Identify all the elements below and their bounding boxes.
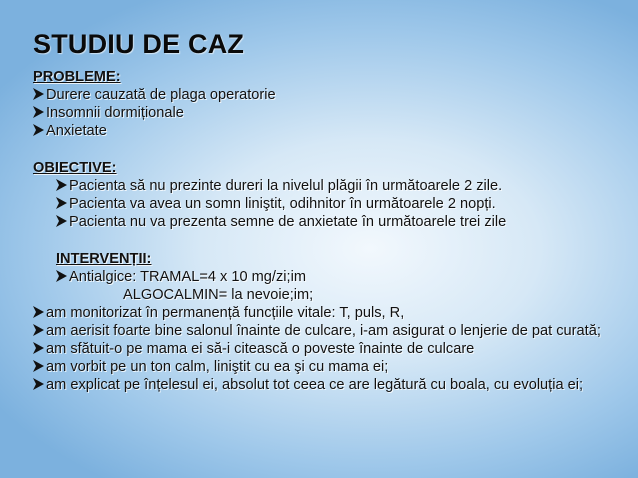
arrowhead-bullet-icon [33, 342, 44, 354]
obiective-item-text: Pacienta nu va prezenta semne de anxietate în următoarele trei zile [69, 214, 507, 230]
arrowhead-bullet-icon [33, 360, 44, 372]
obiective-heading: OBIECTIVE: [33, 160, 117, 176]
arrowhead-bullet-icon [56, 197, 67, 209]
interventii-item [33, 304, 623, 322]
obiective-item [33, 195, 623, 213]
obiective-item-text: Pacienta va avea un somn liniştit, odihnitor în următoarele 2 nopți. [69, 196, 496, 212]
arrowhead-bullet-icon [33, 124, 44, 136]
probleme-item-text: Durere cauzată de plaga operatorie [46, 87, 276, 103]
interventii-item-text: am vorbit pe un ton calm, liniştit cu ea şi cu mama ei; [46, 359, 389, 375]
arrowhead-bullet-icon [33, 324, 44, 336]
interventii-item-text: am monitorizat în permanență funcțiile vitale: T, puls, R, [46, 305, 405, 321]
probleme-item [33, 122, 623, 140]
slide-title: STUDIU DE CAZ [33, 29, 245, 59]
interventii-item [33, 376, 623, 394]
interventii-item [33, 358, 623, 376]
slide-body [33, 68, 623, 394]
probleme-item-text: Anxietate [46, 123, 107, 139]
interventii-heading-text: INTERVENȚII: [56, 251, 152, 267]
interventii-item [33, 268, 623, 286]
interventii-item [33, 322, 623, 340]
obiective-item-text: Pacienta să nu prezinte dureri la nivelul plăgii în următoarele 2 zile. [69, 178, 503, 194]
arrowhead-bullet-icon [56, 215, 67, 227]
probleme-heading: PROBLEME: [33, 69, 121, 85]
probleme-item [33, 86, 623, 104]
interventii-item-text: am explicat pe înțelesul ei, absolut tot ceea ce are legătură cu boala, cu evoluția ei; [46, 377, 584, 393]
probleme-item [33, 104, 623, 122]
interventii-item-text: Antialgice: TRAMAL=4 x 10 mg/zi;im [69, 269, 306, 285]
arrowhead-bullet-icon [56, 179, 67, 191]
probleme-item-text: Insomnii dormiționale [46, 105, 184, 121]
interventii-item-continuation: ALGOCALMIN= la nevoie;im; [123, 287, 314, 303]
arrowhead-bullet-icon [33, 306, 44, 318]
interventii-item-text: am aerisit foarte bine salonul înainte de culcare, i-am asigurat o lenjerie de pat curată; [46, 323, 601, 339]
interventii-item-text: am sfătuit-o pe mama ei să-i citească o poveste înainte de culcare [46, 341, 475, 357]
interventii-heading [33, 250, 623, 268]
arrowhead-bullet-icon [56, 270, 67, 282]
arrowhead-bullet-icon [33, 88, 44, 100]
arrowhead-bullet-icon [33, 378, 44, 390]
interventii-item [33, 340, 623, 358]
obiective-item [33, 213, 623, 231]
obiective-item [33, 177, 623, 195]
arrowhead-bullet-icon [33, 106, 44, 118]
